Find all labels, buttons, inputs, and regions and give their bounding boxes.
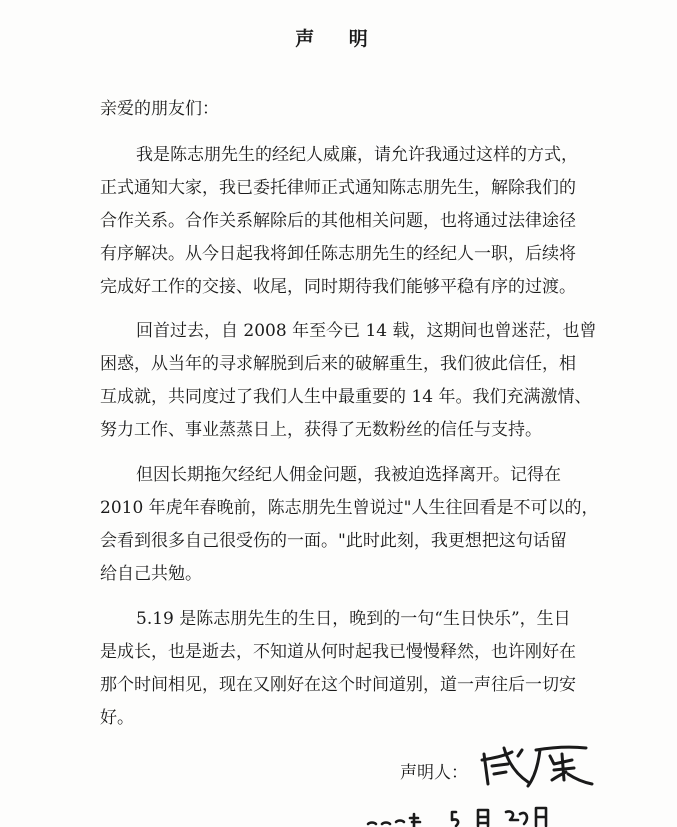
paragraph-line: 会看到很多自己很受伤的一面。"此时此刻，我更想把这句话留 <box>100 531 567 551</box>
paragraph-line: 困惑，从当年的寻求解脱到后来的破解重生，我们彼此信任，相 <box>100 354 576 374</box>
paragraph-line: 好。 <box>100 708 134 728</box>
paragraph-line: 互成就，共同度过了我们人生中最重要的 14 年。我们充满激情、 <box>100 387 592 407</box>
paragraph-line: 我是陈志朋先生的经纪人威廉，请允许我通过这样的方式， <box>136 145 578 165</box>
paragraph-line: 给自己共勉。 <box>100 564 202 584</box>
salutation: 亲爱的朋友们： <box>100 99 219 119</box>
document-title: 声 明 <box>295 28 382 50</box>
handwritten-signature <box>478 740 598 790</box>
paragraph-line: 正式通知大家，我已委托律师正式通知陈志朋先生，解除我们的 <box>100 178 576 198</box>
paragraph-line: 是成长，也是逝去，不知道从何时起我已慢慢释然，也许刚好在 <box>100 642 576 662</box>
paragraph-line: 完成好工作的交接、收尾，同时期待我们能够平稳有序的过渡。 <box>100 277 576 297</box>
paragraph-line: 那个时间相见，现在又刚好在这个时间道别，道一声往后一切安 <box>100 675 576 695</box>
paragraph-line: 2010 年虎年春晚前，陈志朋先生曾说过"人生往回看是不可以的， <box>100 498 599 518</box>
paragraph-line: 但因长期拖欠经纪人佣金问题，我被迫选择离开。记得在 <box>136 465 561 485</box>
paragraph-line: 合作关系。合作关系解除后的其他相关问题，也将通过法律途径 <box>100 211 576 231</box>
paragraph-line: 努力工作、事业蒸蒸日上，获得了无数粉丝的信任与支持。 <box>100 420 542 440</box>
signatory-label: 声明人： <box>400 763 468 783</box>
paragraph-line: 有序解决。从今日起我将卸任陈志朋先生的经纪人一职，后续将 <box>100 244 576 264</box>
paragraph-line: 5.19 是陈志朋先生的生日，晚到的一句“生日快乐”，生日 <box>136 609 571 629</box>
handwritten-date <box>360 800 560 827</box>
paragraph-line: 回首过去，自 2008 年至今已 14 载，这期间也曾迷茫，也曾 <box>136 321 597 341</box>
